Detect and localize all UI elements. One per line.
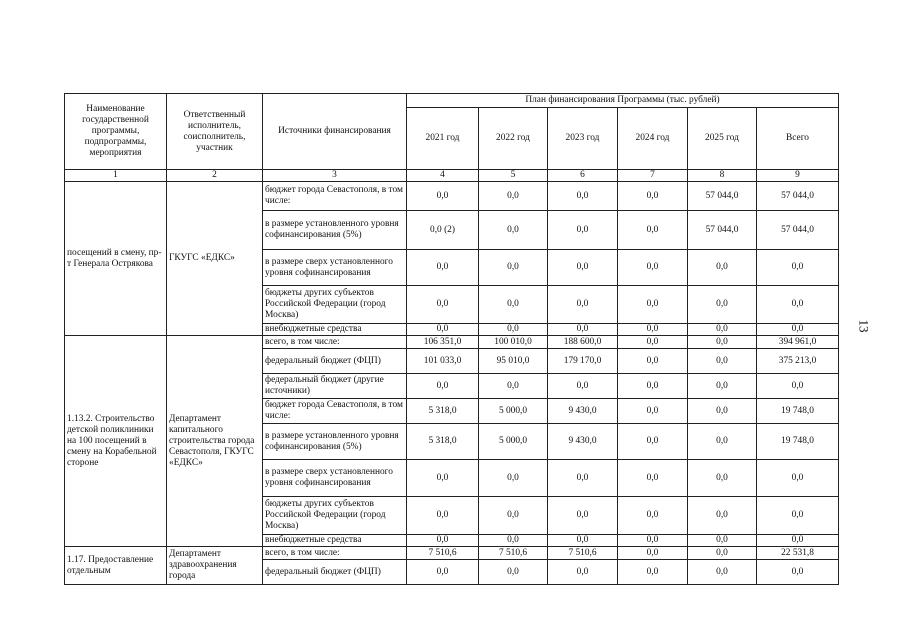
amount-cell: 0,0 — [688, 424, 757, 460]
header-year: 2022 год — [479, 108, 548, 170]
header-name: Наименование государственной программы, подпрограммы, мероприятия — [65, 94, 167, 170]
funding-source: всего, в том числе: — [263, 547, 407, 560]
funding-source: внебюджетные средства — [263, 535, 407, 547]
amount-cell: 0,0 — [479, 182, 548, 211]
amount-cell: 0,0 — [688, 250, 757, 286]
amount-cell: 0,0 — [548, 560, 618, 585]
amount-cell: 0,0 — [548, 182, 618, 211]
header-year: 2025 год — [688, 108, 757, 170]
column-index: 4 — [407, 170, 479, 182]
amount-cell: 0,0 — [548, 460, 618, 497]
amount-cell: 0,0 — [618, 286, 688, 324]
header-year: 2024 год — [618, 108, 688, 170]
financing-table — [64, 93, 839, 585]
amount-cell: 0,0 — [688, 460, 757, 497]
funding-source: в размере сверх установленного уровня софинансирования — [263, 250, 407, 286]
amount-cell: 0,0 (2) — [407, 211, 479, 250]
amount-total: 57 044,0 — [757, 211, 839, 250]
amount-cell: 0,0 — [618, 547, 688, 560]
table-row — [65, 547, 839, 560]
amount-cell: 9 430,0 — [548, 424, 618, 460]
amount-cell: 0,0 — [618, 374, 688, 399]
amount-cell: 0,0 — [618, 324, 688, 336]
header-year: 2023 год — [548, 108, 618, 170]
amount-cell: 0,0 — [479, 560, 548, 585]
amount-total: 22 531,8 — [757, 547, 839, 560]
amount-cell: 0,0 — [618, 211, 688, 250]
page-number: 13 — [856, 319, 872, 333]
amount-cell: 57 044,0 — [688, 211, 757, 250]
amount-total: 375 213,0 — [757, 349, 839, 374]
header-total: Всего — [757, 108, 839, 170]
amount-cell: 0,0 — [479, 286, 548, 324]
amount-cell: 0,0 — [688, 286, 757, 324]
amount-cell: 0,0 — [618, 182, 688, 211]
header-year: 2021 год — [407, 108, 479, 170]
amount-cell: 95 010,0 — [479, 349, 548, 374]
amount-cell: 0,0 — [407, 460, 479, 497]
amount-cell: 0,0 — [407, 182, 479, 211]
amount-cell: 0,0 — [688, 349, 757, 374]
measure-name: 1.13.2. Строительство детской поликлиники на 100 посещений в смену на Корабельной стороне — [65, 336, 167, 547]
column-index: 5 — [479, 170, 548, 182]
amount-total: 0,0 — [757, 535, 839, 547]
amount-cell: 0,0 — [548, 497, 618, 535]
amount-cell: 0,0 — [688, 374, 757, 399]
table-row — [65, 182, 839, 211]
amount-cell: 57 044,0 — [688, 182, 757, 211]
amount-total: 0,0 — [757, 460, 839, 497]
column-index: 1 — [65, 170, 167, 182]
amount-total: 19 748,0 — [757, 424, 839, 460]
amount-total: 57 044,0 — [757, 182, 839, 211]
amount-cell: 188 600,0 — [548, 336, 618, 349]
funding-source: в размере установленного уровня софинансирования (5%) — [263, 211, 407, 250]
amount-cell: 0,0 — [479, 324, 548, 336]
measure-name: 1.17. Предоставление отдельным — [65, 547, 167, 585]
amount-cell: 0,0 — [688, 535, 757, 547]
amount-cell: 0,0 — [688, 547, 757, 560]
amount-cell: 0,0 — [618, 460, 688, 497]
amount-total: 0,0 — [757, 497, 839, 535]
amount-cell: 0,0 — [548, 324, 618, 336]
funding-source: федеральный бюджет (ФЦП) — [263, 349, 407, 374]
funding-source: бюджеты других субъектов Российской Федерации (город Москва) — [263, 286, 407, 324]
amount-total: 0,0 — [757, 324, 839, 336]
amount-cell: 0,0 — [407, 497, 479, 535]
amount-cell: 0,0 — [688, 324, 757, 336]
funding-source: бюджет города Севастополя, в том числе: — [263, 399, 407, 424]
amount-cell: 5 318,0 — [407, 424, 479, 460]
amount-cell: 0,0 — [618, 250, 688, 286]
column-index-row — [65, 170, 839, 182]
amount-cell: 0,0 — [618, 535, 688, 547]
amount-cell: 0,0 — [407, 250, 479, 286]
table-body — [65, 182, 839, 585]
amount-cell: 0,0 — [618, 399, 688, 424]
amount-total: 0,0 — [757, 286, 839, 324]
column-index: 2 — [167, 170, 263, 182]
amount-cell: 0,0 — [548, 250, 618, 286]
column-index: 6 — [548, 170, 618, 182]
funding-source: бюджеты других субъектов Российской Федерации (город Москва) — [263, 497, 407, 535]
amount-cell: 106 351,0 — [407, 336, 479, 349]
amount-cell: 7 510,6 — [407, 547, 479, 560]
funding-source: федеральный бюджет (другие источники) — [263, 374, 407, 399]
amount-cell: 0,0 — [688, 560, 757, 585]
funding-source: в размере установленного уровня софинансирования (5%) — [263, 424, 407, 460]
amount-cell: 0,0 — [688, 497, 757, 535]
amount-cell: 7 510,6 — [548, 547, 618, 560]
column-index: 8 — [688, 170, 757, 182]
amount-cell: 179 170,0 — [548, 349, 618, 374]
column-index: 7 — [618, 170, 688, 182]
measure-name: посещений в смену, пр-т Генерала Острякова — [65, 182, 167, 336]
amount-cell: 5 000,0 — [479, 399, 548, 424]
amount-total: 0,0 — [757, 374, 839, 399]
amount-cell: 0,0 — [618, 349, 688, 374]
amount-cell: 0,0 — [479, 497, 548, 535]
amount-cell: 0,0 — [407, 374, 479, 399]
funding-source: федеральный бюджет (ФЦП) — [263, 560, 407, 585]
funding-source: бюджет города Севастополя, в том числе: — [263, 182, 407, 211]
measure-executor: Департамент капитального строительства города Севастополя, ГКУГС «ЕДКС» — [167, 336, 263, 547]
amount-cell: 0,0 — [479, 535, 548, 547]
header-plan: План финансирования Программы (тыс. рублей) — [407, 94, 839, 108]
amount-cell: 101 033,0 — [407, 349, 479, 374]
amount-total: 19 748,0 — [757, 399, 839, 424]
amount-cell: 0,0 — [548, 374, 618, 399]
amount-cell: 0,0 — [548, 535, 618, 547]
amount-total: 0,0 — [757, 560, 839, 585]
amount-cell: 0,0 — [548, 286, 618, 324]
amount-cell: 0,0 — [618, 336, 688, 349]
amount-cell: 0,0 — [407, 535, 479, 547]
amount-cell: 0,0 — [688, 399, 757, 424]
funding-source: внебюджетные средства — [263, 324, 407, 336]
amount-cell: 5 000,0 — [479, 424, 548, 460]
amount-cell: 0,0 — [479, 211, 548, 250]
table-row — [65, 336, 839, 349]
amount-cell: 0,0 — [688, 336, 757, 349]
column-index: 3 — [263, 170, 407, 182]
amount-cell: 0,0 — [407, 286, 479, 324]
amount-total: 394 961,0 — [757, 336, 839, 349]
amount-total: 0,0 — [757, 250, 839, 286]
funding-source: в размере сверх установленного уровня софинансирования — [263, 460, 407, 497]
measure-executor: ГКУГС «ЕДКС» — [167, 182, 263, 336]
amount-cell: 5 318,0 — [407, 399, 479, 424]
header-source: Источники финансирования — [263, 94, 407, 170]
amount-cell: 0,0 — [479, 250, 548, 286]
column-index: 9 — [757, 170, 839, 182]
amount-cell: 9 430,0 — [548, 399, 618, 424]
amount-cell: 0,0 — [407, 560, 479, 585]
amount-cell: 0,0 — [479, 374, 548, 399]
amount-cell: 0,0 — [548, 211, 618, 250]
amount-cell: 0,0 — [618, 424, 688, 460]
amount-cell: 0,0 — [407, 324, 479, 336]
amount-cell: 0,0 — [618, 497, 688, 535]
amount-cell: 100 010,0 — [479, 336, 548, 349]
measure-executor: Департамент здравоохранения города — [167, 547, 263, 585]
amount-cell: 7 510,6 — [479, 547, 548, 560]
header-executor: Ответственный исполнитель, соисполнитель, участник — [167, 94, 263, 170]
amount-cell: 0,0 — [479, 460, 548, 497]
amount-cell: 0,0 — [618, 560, 688, 585]
funding-source: всего, в том числе: — [263, 336, 407, 349]
